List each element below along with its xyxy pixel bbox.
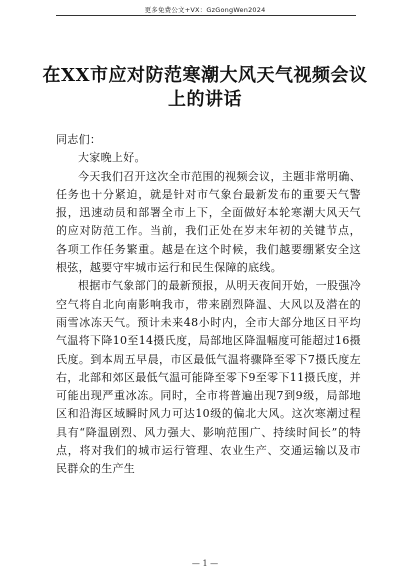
page-number: — 1 — (191, 559, 219, 568)
header-divider (56, 15, 356, 16)
paragraph-2: 根据市气象部门的最新预报，从明天夜间开始，一股强冷空气将自北向南影响我市，带来剧烈降温、大风以及潜在的雨雪冰冻天气。预计未来48小时内，全市大部分地区日平均气温将下降10至14摄氏度，局部地区降温幅度可能超过16摄氏度。到本周五早晨，市区最低气温将骤降至零下7摄氏度左右，北部和郊区最低气温可能降至零下9至零下11摄氏度，并可能出现严重冰冻。同时，全市将普遍出现7到9级，局部地区和沿海区域瞬时风力可达10级的偏北大风。这次寒潮过程具有“降温剧烈、风力强大、影响范围广、持续时间长”的特点，将对我们的城市运行管理、农业生产、交通运输以及市民群众的生产生 (56, 279, 361, 476)
title-line-1: 在XX市应对防范寒潮大风天气视频会议 (42, 65, 368, 86)
greeting: 大家晚上好。 (78, 151, 146, 165)
salutation: 同志们： (56, 133, 102, 146)
paragraph-1: 今天我们召开这次全市范围的视频会议，主题非常明确、任务也十分紧迫，就是针对市气象台最新发布的重要天气警报，迅速动员和部署全市上下，全面做好本轮寒潮大风天气的应对防范工作。当前，我们正处在岁末年初的关键节点，各项工作任务繁重。越是在这个时候，我们越要绷紧安全这根弦，越要守牢城市运行和民生保障的底线。 (56, 169, 361, 275)
document-title (40, 64, 370, 112)
header-note: 更多免费公文+VX：GzGongWen2024 (144, 6, 266, 14)
document-body (56, 131, 361, 479)
title-line-2: 上的讲话 (168, 89, 242, 110)
